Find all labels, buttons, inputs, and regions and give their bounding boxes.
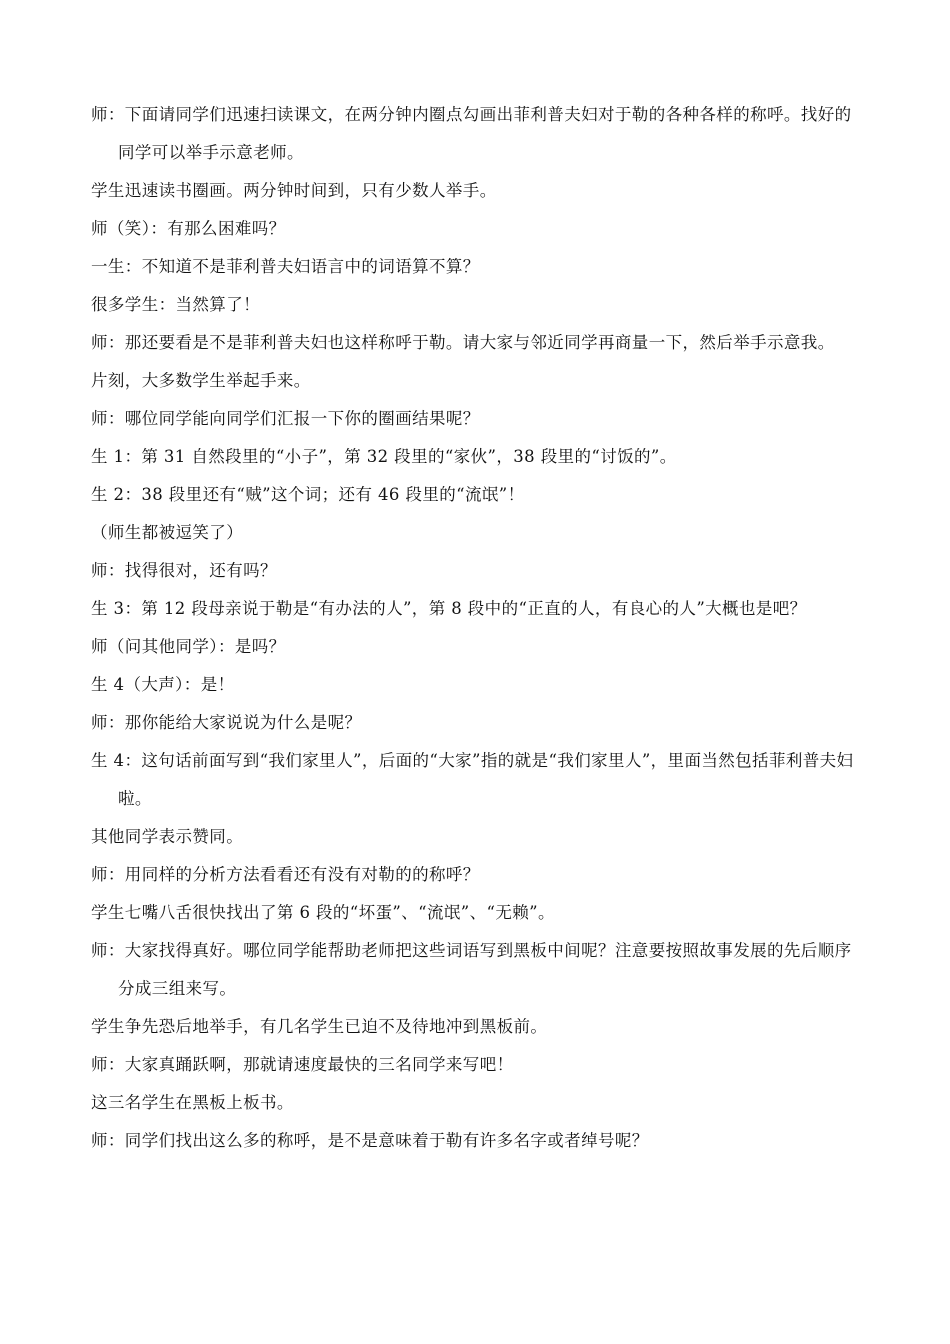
paragraph: 生 4（大声）：是！ — [91, 675, 235, 694]
paragraph: 师（问其他同学）：是吗？ — [91, 637, 286, 656]
paragraph: 师：下面请同学们迅速扫读课文，在两分钟内圈点勾画出菲利普夫妇对于勒的各种各样的称呼。找好的同学可以举手示意老师。 — [91, 105, 852, 162]
paragraph: 一生：不知道不是菲利普夫妇语言中的词语算不算？ — [91, 257, 480, 276]
document-body — [91, 96, 861, 1160]
paragraph: 师（笑）：有那么困难吗？ — [91, 219, 286, 238]
paragraph: 生 2：38 段里还有“贼”这个词；还有 46 段里的“流氓”！ — [91, 485, 525, 504]
paragraph: 师：大家找得真好。哪位同学能帮助老师把这些词语写到黑板中间呢？注意要按照故事发展的先后顺序分成三组来写。 — [91, 941, 852, 998]
paragraph: 其他同学表示赞同。 — [91, 827, 244, 846]
paragraph: 这三名学生在黑板上板书。 — [91, 1093, 294, 1112]
paragraph: 师：用同样的分析方法看看还有没有对勒的的称呼？ — [91, 865, 480, 884]
paragraph: 师：大家真踊跃啊，那就请速度最快的三名同学来写吧！ — [91, 1055, 514, 1074]
paragraph: 生 4：这句话前面写到“我们家里人”，后面的“大家”指的就是“我们家里人”，里面当然包括菲利普夫妇啦。 — [91, 751, 854, 808]
paragraph: 师：同学们找出这么多的称呼，是不是意味着于勒有许多名字或者绰号呢？ — [91, 1131, 649, 1150]
paragraph: 学生迅速读书圈画。两分钟时间到，只有少数人举手。 — [91, 181, 497, 200]
paragraph: 学生争先恐后地举手，有几名学生已迫不及待地冲到黑板前。 — [91, 1017, 548, 1036]
paragraph: 很多学生：当然算了！ — [91, 295, 260, 314]
paragraph: 师：找得很对，还有吗？ — [91, 561, 277, 580]
paragraph: 片刻，大多数学生举起手来。 — [91, 371, 311, 390]
paragraph: 学生七嘴八舌很快找出了第 6 段的“坏蛋”、“流氓”、“无赖”。 — [91, 903, 555, 922]
paragraph: 师：哪位同学能向同学们汇报一下你的圈画结果呢？ — [91, 409, 480, 428]
paragraph: 生 3：第 12 段母亲说于勒是“有办法的人”，第 8 段中的“正直的人，有良心的人”大概也是吧？ — [91, 599, 807, 618]
paragraph: 师：那你能给大家说说为什么是呢？ — [91, 713, 362, 732]
paragraph: （师生都被逗笑了） — [91, 523, 244, 542]
paragraph: 师：那还要看是不是菲利普夫妇也这样称呼于勒。请大家与邻近同学再商量一下，然后举手示意我。 — [91, 333, 835, 352]
paragraph: 生 1：第 31 自然段里的“小子”，第 32 段里的“家伙”，38 段里的“讨饭的”。 — [91, 447, 677, 466]
